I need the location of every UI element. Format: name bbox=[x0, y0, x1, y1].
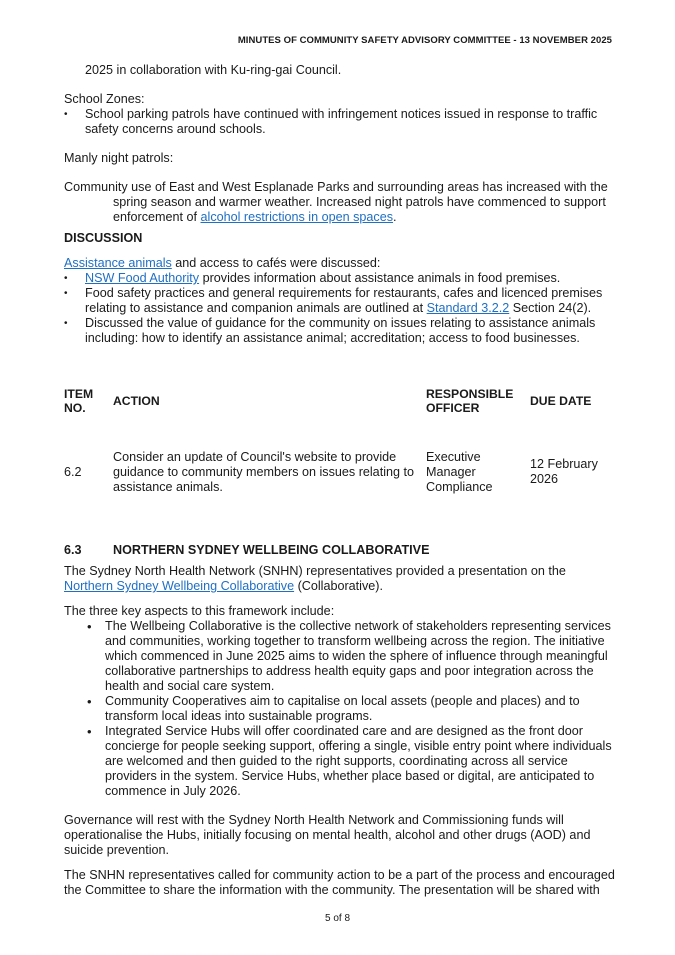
nsw-food-authority-link[interactable]: NSW Food Authority bbox=[85, 271, 200, 285]
cell-due-date: 12 February 2026 bbox=[530, 457, 598, 486]
standard-3-2-2-link[interactable]: Standard 3.2.2 bbox=[426, 301, 510, 315]
cell-action: Consider an update of Council's website to provide guidance to community members on issues relating to assistance animals. bbox=[113, 449, 414, 494]
list-item: • Community Cooperatives aim to capitalise on local assets (people and places) and to transform local ideas into sustainable programs. bbox=[87, 694, 580, 723]
list-item: • NSW Food Authority provides information about assistance animals in food premises. bbox=[64, 271, 561, 285]
manly-paragraph: Community use of East and West Esplanade Parks and surrounding areas has increased with the spring season and warmer weather. Increased night patrols have commenced to support enforcement of alcohol restrictions in open spaces. bbox=[64, 180, 608, 224]
section-intro: The Sydney North Health Network (SNHN) representatives provided a presentation on the Northern Sydney Wellbeing Collaborative (Collaborative). bbox=[64, 564, 566, 593]
cell-responsible-officer: Executive Manager Compliance bbox=[426, 449, 493, 494]
list-item: • Discussed the value of guidance for the community on issues relating to assistance animals including: how to identify an assistance animal; accreditation; access to food businesses. bbox=[64, 316, 596, 345]
bullet-icon: • bbox=[64, 109, 68, 120]
page-number: 5 of 8 bbox=[324, 913, 351, 924]
header-action: ACTION bbox=[113, 394, 160, 408]
framework-list bbox=[64, 619, 616, 799]
alcohol-restrictions-link[interactable]: alcohol restrictions in open spaces bbox=[200, 210, 394, 224]
header-responsible-officer: RESPONSIBLE OFFICER bbox=[426, 387, 514, 415]
intro-continuation: 2025 in collaboration with Ku-ring-gai Council. bbox=[85, 63, 342, 77]
framework-lead: The three key aspects to this framework include: bbox=[64, 604, 335, 618]
document-body bbox=[64, 63, 616, 898]
header-due-date: DUE DATE bbox=[530, 394, 592, 408]
section-heading bbox=[64, 543, 616, 558]
section-title: NORTHERN SYDNEY WELLBEING COLLABORATIVE bbox=[113, 543, 430, 557]
page-header: MINUTES OF COMMUNITY SAFETY ADVISORY COMMITTEE - 13 NOVEMBER 2025 bbox=[237, 35, 612, 46]
list-item: • School parking patrols have continued with infringement notices issued in response to traffic safety concerns around schools. bbox=[64, 107, 598, 136]
list-item: • The Wellbeing Collaborative is the collective network of stakeholders representing services and communities, working together to transform wellbeing across the region. The initiative which commenced in June 2025 aims to widen the sphere of influence through meaningful collaborative partnerships to address health equity gaps and poor integration across the health and social care system. bbox=[87, 619, 611, 693]
school-zones-list bbox=[64, 107, 616, 137]
school-zones-label: School Zones: bbox=[64, 92, 145, 106]
action-table bbox=[64, 383, 616, 507]
cell-item-no: 6.2 bbox=[64, 464, 82, 479]
header-item-no: ITEM NO. bbox=[64, 387, 94, 415]
bullet-icon: • bbox=[87, 694, 92, 709]
wellbeing-collaborative-link[interactable]: Northern Sydney Wellbeing Collaborative bbox=[64, 579, 295, 593]
bullet-icon: • bbox=[64, 318, 68, 329]
discussion-list bbox=[64, 271, 616, 346]
governance-paragraph: Governance will rest with the Sydney North Health Network and Commissioning funds will operationalise the Hubs, initially focusing on mental health, alcohol and other drugs (AOD) and suicide prevention. bbox=[64, 813, 591, 857]
list-item: • Integrated Service Hubs will offer coordinated care and are designed as the front door concierge for people seeking support, offering a single, visible entry point where individuals are welcomed and then guided to the right supports, coordinating across all service providers in the system. Service Hubs, whether place based or digital, are anticipated to commence in July 2026. bbox=[87, 724, 612, 798]
bullet-icon: • bbox=[87, 724, 92, 739]
discussion-heading: DISCUSSION bbox=[64, 231, 143, 245]
section-number: 6.3 bbox=[64, 543, 82, 557]
assistance-animals-link[interactable]: Assistance animals bbox=[64, 256, 172, 270]
closing-paragraph: The SNHN representatives called for community action to be a part of the process and encouraged the Committee to share the information with the community. The presentation will be shared with bbox=[64, 868, 615, 897]
table-header-row bbox=[64, 383, 616, 419]
list-item: • Food safety practices and general requirements for restaurants, cafes and licenced premises relating to assistance and companion animals are outlined at Standard 3.2.2 Section 24(2). bbox=[64, 286, 603, 315]
discussion-intro: Assistance animals and access to cafés were discussed: bbox=[64, 256, 381, 270]
bullet-icon: • bbox=[64, 288, 68, 299]
manly-label: Manly night patrols: bbox=[64, 151, 174, 165]
bullet-icon: • bbox=[64, 273, 68, 284]
bullet-icon: • bbox=[87, 619, 92, 634]
table-row bbox=[64, 419, 616, 507]
